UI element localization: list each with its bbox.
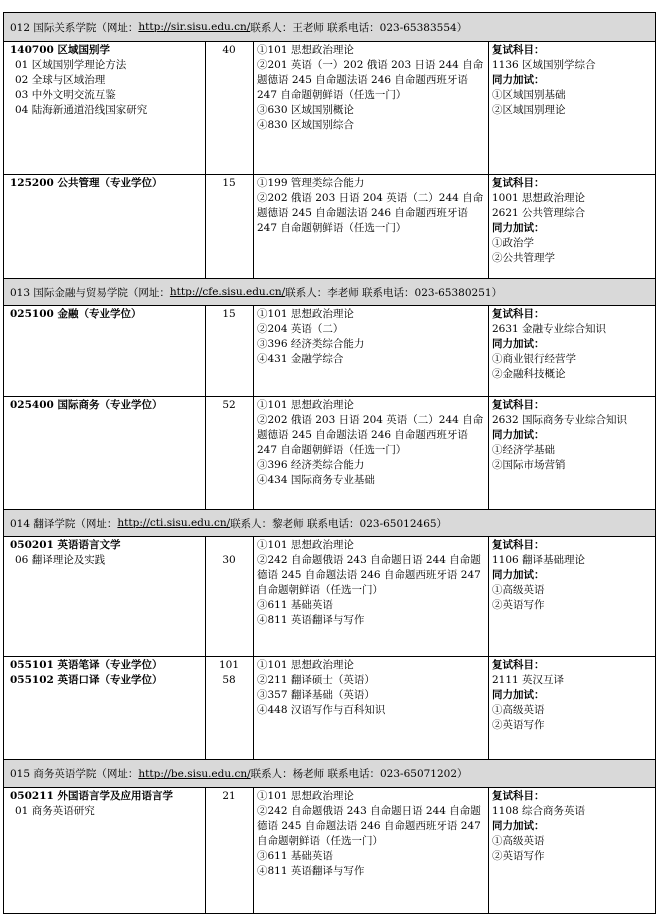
table-border-line bbox=[3, 787, 656, 788]
quota-cell bbox=[207, 658, 251, 688]
major-cell bbox=[10, 176, 163, 191]
exam-line: 题德语 245 自命题法语 246 自命题西班牙语 bbox=[257, 74, 468, 86]
retest-line: 1136 区域国别学综合 bbox=[492, 59, 596, 71]
quota-value: 40 bbox=[222, 44, 236, 56]
column-divider bbox=[205, 41, 206, 278]
retest-line: ②区域国别理论 bbox=[492, 104, 566, 116]
retest-cell bbox=[492, 176, 585, 266]
table-border-line bbox=[3, 509, 656, 510]
exam-subjects-cell bbox=[257, 658, 385, 718]
major-name: 025400 国际商务（专业学位） bbox=[10, 399, 163, 411]
header-prefix: 013 国际金融与贸易学院（网址： bbox=[10, 286, 170, 299]
exam-line: ②242 自命题俄语 243 自命题日语 244 自命题 bbox=[257, 805, 481, 817]
exam-line: 247 自命题朝鲜语（任选一门） bbox=[257, 444, 407, 456]
retest-line: ①区域国别基础 bbox=[492, 89, 566, 101]
direction-item: 01 商务英语研究 bbox=[15, 805, 95, 817]
exam-line: ④448 汉语写作与百科知识 bbox=[257, 704, 386, 716]
column-divider bbox=[488, 787, 489, 913]
exam-line: ①101 思想政治理论 bbox=[257, 399, 354, 411]
quota-value: 52 bbox=[222, 399, 236, 411]
exam-line: ②204 英语（二） bbox=[257, 323, 344, 335]
header-url-link[interactable]: http://cti.sisu.edu.cn/ bbox=[117, 517, 231, 529]
header-suffix: 联系人：李老师 联系电话：023-65380251） bbox=[285, 286, 503, 299]
retest-line: ①高级英语 bbox=[492, 704, 545, 716]
major-name: 125200 公共管理（专业学位） bbox=[10, 177, 163, 189]
table-border-line bbox=[3, 41, 656, 42]
retest-cell bbox=[492, 658, 564, 733]
direction-item: 04 陆海新通道沿线国家研究 bbox=[15, 104, 148, 116]
retest-line: ②国际市场营销 bbox=[492, 459, 566, 471]
exam-subjects-cell bbox=[257, 538, 481, 628]
retest-line: ①高级英语 bbox=[492, 835, 545, 847]
quota-cell bbox=[207, 176, 251, 191]
exam-line: ①101 思想政治理论 bbox=[257, 659, 354, 671]
column-divider bbox=[253, 536, 254, 759]
retest-line: 2111 英汉互译 bbox=[492, 674, 565, 686]
major-name: 055102 英语口译（专业学位） bbox=[10, 674, 163, 686]
retest-line: ①经济学基础 bbox=[492, 444, 555, 456]
header-url-link[interactable]: http://sir.sisu.edu.cn/ bbox=[138, 21, 251, 33]
header-prefix: 015 商务英语学院（网址： bbox=[10, 768, 139, 780]
section-header-014 bbox=[4, 510, 655, 536]
table-border-line bbox=[655, 12, 656, 914]
direction-item: 01 区域国别学理论方法 bbox=[15, 59, 127, 71]
retest-cell bbox=[492, 789, 585, 864]
direction-item: 03 中外文明交流互鉴 bbox=[15, 89, 116, 101]
retest-heading: 复试科目： bbox=[492, 177, 545, 189]
exam-line: ①199 管理类综合能力 bbox=[257, 177, 365, 189]
retest-line: 1108 综合商务英语 bbox=[492, 805, 586, 817]
table-border-line bbox=[3, 759, 656, 760]
major-cell bbox=[10, 658, 163, 688]
extra-test-heading: 同力加试： bbox=[492, 429, 545, 441]
header-prefix: 012 国际关系学院（网址： bbox=[10, 21, 139, 34]
column-divider bbox=[488, 41, 489, 278]
section-header-013 bbox=[4, 279, 655, 305]
retest-cell bbox=[492, 307, 606, 382]
retest-heading: 复试科目： bbox=[492, 44, 545, 56]
retest-heading: 复试科目： bbox=[492, 399, 545, 411]
exam-line: ④811 英语翻译与写作 bbox=[257, 614, 365, 626]
major-cell bbox=[10, 43, 147, 118]
exam-line: 题德语 245 自命题法语 246 自命题西班牙语 bbox=[257, 207, 468, 219]
quota-cell bbox=[207, 789, 251, 804]
extra-test-heading: 同力加试： bbox=[492, 338, 545, 350]
column-divider bbox=[205, 787, 206, 913]
retest-heading: 复试科目： bbox=[492, 659, 545, 671]
major-cell bbox=[10, 789, 173, 819]
section-header-015 bbox=[4, 760, 655, 787]
direction-item: 02 全球与区域治理 bbox=[15, 74, 106, 86]
table-border-line bbox=[3, 278, 656, 279]
extra-test-heading: 同力加试： bbox=[492, 689, 545, 701]
quota-value: 30 bbox=[222, 554, 236, 566]
quota-value: 15 bbox=[222, 308, 236, 320]
retest-cell bbox=[492, 538, 585, 613]
column-divider bbox=[253, 305, 254, 509]
table-border-line bbox=[3, 913, 656, 914]
retest-line: 2621 公共管理综合 bbox=[492, 207, 586, 219]
column-divider bbox=[488, 305, 489, 509]
retest-heading: 复试科目： bbox=[492, 790, 545, 802]
exam-line: 自命题朝鲜语（任选一门） bbox=[257, 584, 383, 596]
table-border-line bbox=[3, 12, 656, 13]
column-divider bbox=[205, 305, 206, 509]
exam-line: ②202 俄语 203 日语 204 英语（二）244 自命 bbox=[257, 192, 484, 204]
retest-line: 2631 金融专业综合知识 bbox=[492, 323, 607, 335]
header-suffix: 联系人：王老师 联系电话：023-65383554） bbox=[250, 21, 468, 34]
exam-line: ②211 翻译硕士（英语） bbox=[257, 674, 375, 686]
header-suffix: 联系人：黎老师 联系电话：023-65012465） bbox=[230, 517, 448, 530]
column-divider bbox=[253, 787, 254, 913]
exam-line: ③611 基础英语 bbox=[257, 599, 333, 611]
table-border-line bbox=[3, 396, 656, 397]
exam-line: ④811 英语翻译与写作 bbox=[257, 865, 365, 877]
direction-item: 06 翻译理论及实践 bbox=[15, 554, 106, 566]
retest-line: ②英语写作 bbox=[492, 719, 545, 731]
exam-line: 题德语 245 自命题法语 246 自命题西班牙语 bbox=[257, 429, 468, 441]
retest-line: ②公共管理学 bbox=[492, 252, 555, 264]
table-border-line bbox=[3, 656, 656, 657]
header-url-link[interactable]: http://be.sisu.edu.cn/ bbox=[138, 767, 251, 780]
column-divider bbox=[253, 41, 254, 278]
major-name: 050201 英语语言文学 bbox=[10, 539, 121, 551]
major-name: 140700 区域国别学 bbox=[10, 44, 110, 56]
exam-subjects-cell bbox=[257, 43, 483, 133]
header-suffix: 联系人：杨老师 联系电话：023-65071202） bbox=[250, 768, 468, 780]
quota-value: 15 bbox=[222, 177, 236, 189]
quota-cell bbox=[207, 553, 251, 568]
exam-line: ②201 英语（一）202 俄语 203 日语 244 自命 bbox=[257, 59, 484, 71]
retest-line: 1001 思想政治理论 bbox=[492, 192, 586, 204]
quota-cell bbox=[207, 43, 251, 58]
retest-cell bbox=[492, 398, 627, 473]
exam-line: 德语 245 自命题法语 246 自命题西班牙语 247 bbox=[257, 820, 481, 832]
header-prefix: 014 翻译学院（网址： bbox=[10, 517, 118, 530]
exam-line: ③396 经济类综合能力 bbox=[257, 459, 365, 471]
exam-line: ①101 思想政治理论 bbox=[257, 539, 354, 551]
retest-line: ①政治学 bbox=[492, 237, 534, 249]
table-border-line bbox=[3, 12, 4, 914]
exam-line: ①101 思想政治理论 bbox=[257, 44, 354, 56]
column-divider bbox=[488, 536, 489, 759]
exam-line: ④431 金融学综合 bbox=[257, 353, 344, 365]
column-divider bbox=[205, 536, 206, 759]
quota-cell bbox=[207, 307, 251, 322]
major-cell bbox=[10, 538, 121, 568]
retest-heading: 复试科目： bbox=[492, 308, 545, 320]
retest-line: ①高级英语 bbox=[492, 584, 545, 596]
section-header-012 bbox=[4, 13, 655, 41]
quota-cell bbox=[207, 398, 251, 413]
retest-line: ①商业银行经营学 bbox=[492, 353, 576, 365]
exam-line: ①101 思想政治理论 bbox=[257, 790, 354, 802]
exam-line: ③630 区域国别概论 bbox=[257, 104, 354, 116]
exam-line: ④434 国际商务专业基础 bbox=[257, 474, 375, 486]
major-cell bbox=[10, 398, 163, 413]
exam-line: ④830 区域国别综合 bbox=[257, 119, 354, 131]
quota-value: 101 bbox=[218, 659, 240, 671]
major-cell bbox=[10, 307, 142, 322]
table-border-line bbox=[3, 174, 656, 175]
exam-subjects-cell bbox=[257, 307, 364, 367]
exam-line: ①101 思想政治理论 bbox=[257, 308, 354, 320]
table-border-line bbox=[3, 536, 656, 537]
major-name: 025100 金融（专业学位） bbox=[10, 308, 142, 320]
retest-line: 1106 翻译基础理论 bbox=[492, 554, 586, 566]
major-name: 055101 英语笔译（专业学位） bbox=[10, 659, 163, 671]
exam-line: ③611 基础英语 bbox=[257, 850, 333, 862]
retest-heading: 复试科目： bbox=[492, 539, 545, 551]
exam-subjects-cell bbox=[257, 176, 483, 236]
exam-line: ②202 俄语 203 日语 204 英语（二）244 自命 bbox=[257, 414, 484, 426]
exam-line: 德语 245 自命题法语 246 自命题西班牙语 247 bbox=[257, 569, 481, 581]
exam-subjects-cell bbox=[257, 398, 483, 488]
exam-line: 自命题朝鲜语（任选一门） bbox=[257, 835, 383, 847]
retest-line: ②英语写作 bbox=[492, 850, 545, 862]
extra-test-heading: 同力加试： bbox=[492, 222, 545, 234]
header-url-link[interactable]: http://cfe.sisu.edu.cn/ bbox=[169, 286, 286, 298]
retest-cell bbox=[492, 43, 596, 118]
table-border-line bbox=[3, 305, 656, 306]
exam-line: ③357 翻译基础（英语） bbox=[257, 689, 375, 701]
exam-subjects-cell bbox=[257, 789, 481, 879]
extra-test-heading: 同力加试： bbox=[492, 569, 545, 581]
retest-line: ②金融科技概论 bbox=[492, 368, 566, 380]
retest-line: ②英语写作 bbox=[492, 599, 545, 611]
quota-value: 21 bbox=[222, 790, 236, 802]
exam-line: 247 自命题朝鲜语（任选一门） bbox=[257, 89, 407, 101]
quota-value: 58 bbox=[222, 674, 236, 686]
exam-line: ③396 经济类综合能力 bbox=[257, 338, 365, 350]
exam-line: ②242 自命题俄语 243 自命题日语 244 自命题 bbox=[257, 554, 481, 566]
retest-line: 2632 国际商务专业综合知识 bbox=[492, 414, 628, 426]
extra-test-heading: 同力加试： bbox=[492, 74, 545, 86]
extra-test-heading: 同力加试： bbox=[492, 820, 545, 832]
exam-line: 247 自命题朝鲜语（任选一门） bbox=[257, 222, 407, 234]
major-name: 050211 外国语言学及应用语言学 bbox=[10, 790, 173, 802]
